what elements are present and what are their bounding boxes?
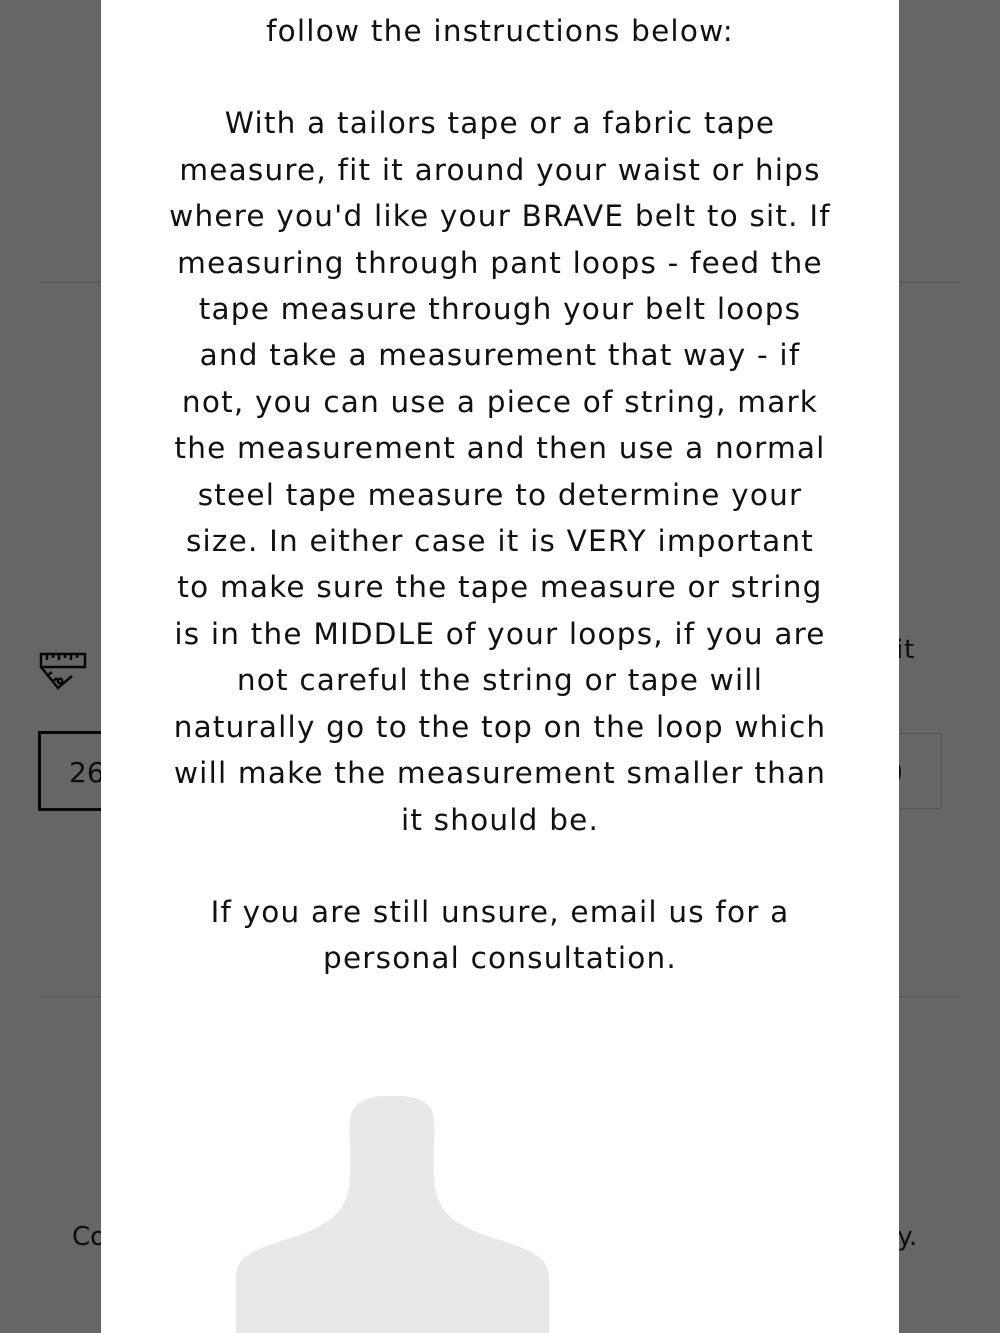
modal-content: [169, 8, 831, 982]
contact-note: If you are still unsure, email us for a personal consultation.: [210, 894, 790, 976]
measuring-instructions: With a tailors tape or a fabric tape measure, fit it around your waist or hips where you'd like your BRAVE belt to sit. If measuring through pant loops - feed the tape measure through your belt loops and take a measurement that way - if not, you can use a piece of string, mark the measurement and then use a normal steel tape measure to determine your size. In either case it is VERY important to make sure the tape measure or string is in the MIDDLE of your loops, if you are not careful the string or tape will naturally go to the top on the loop which will make the measurement smaller than it should be.: [169, 106, 831, 837]
intro-fragment: follow the instructions below:: [266, 14, 734, 48]
mannequin-icon: [231, 1090, 551, 1333]
size-guide-modal: [101, 0, 899, 1333]
